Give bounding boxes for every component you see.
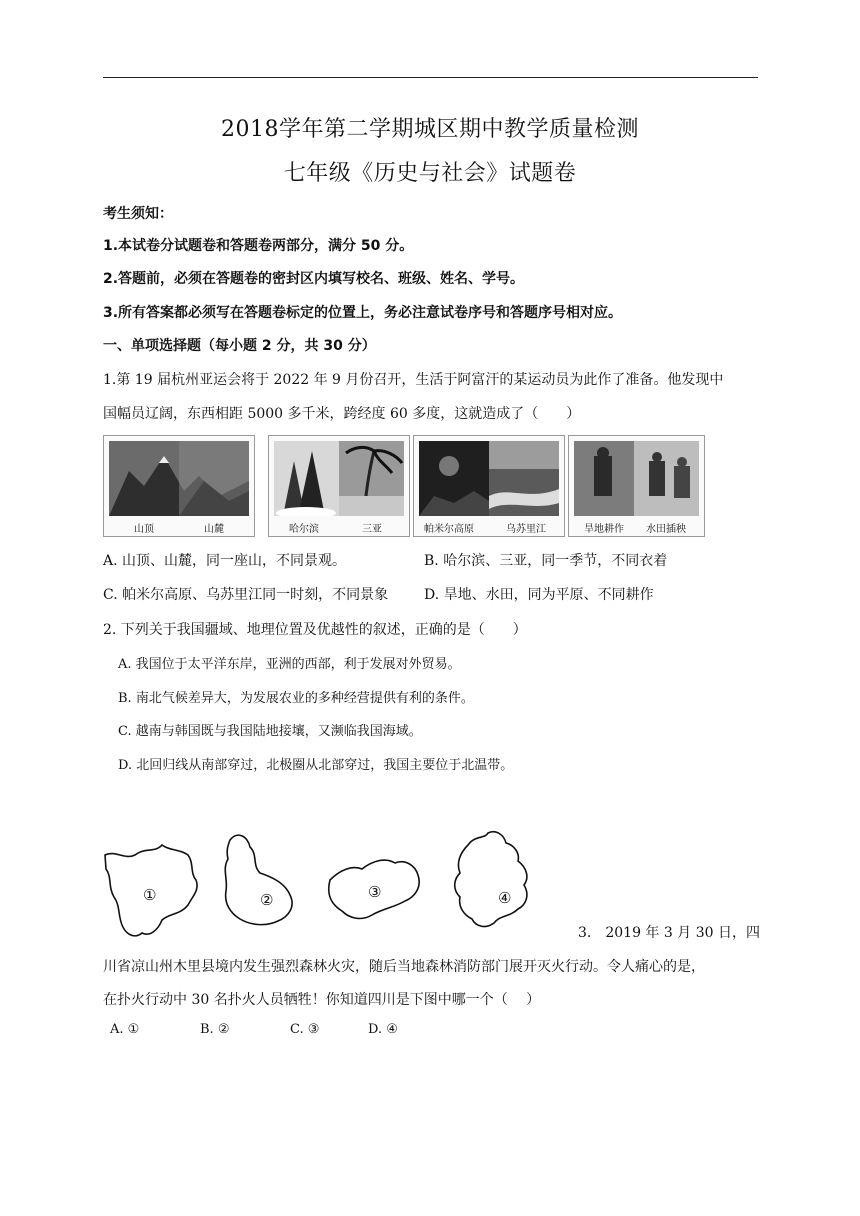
q3-stem-line2: 川省凉山州木里县境内发生强烈森林火灾，随后当地森林消防部门展开灭火行动。令人痛心的是，	[103, 959, 705, 975]
mountain-photo	[109, 441, 249, 516]
q3-stem-line3: 在扑火行动中 30 名扑火人员牺牲！你知道四川是下图中哪一个（ ）	[103, 992, 541, 1008]
photo-pair-farming	[568, 435, 705, 537]
city-photo	[274, 441, 404, 516]
q3-choice-b: B. ②	[200, 1022, 230, 1037]
photo-pair-city	[268, 435, 410, 537]
map-outline-4	[455, 832, 527, 927]
q3-choice-d: D. ④	[368, 1022, 398, 1037]
map-label-1: ①	[143, 886, 157, 904]
top-rule	[103, 77, 758, 78]
province-maps	[100, 825, 570, 950]
caption-harbin: 哈尔滨	[289, 524, 319, 535]
notice-item-2: 2.答题前，必须在答题卷的密封区内填写校名、班级、姓名、学号。	[103, 271, 525, 287]
exam-title-line1: 2018学年第二学期城区期中教学质量检测	[221, 117, 639, 142]
farming-photo	[574, 441, 699, 516]
photo-pair-mountain	[103, 435, 255, 537]
q2-option-d: D. 北回归线从南部穿过，北极圈从北部穿过，我国主要位于北温带。	[118, 758, 514, 773]
caption-dry-farming: 旱地耕作	[584, 524, 624, 535]
q2-option-b: B. 南北气候差异大，为发展农业的多种经营提供有利的条件。	[118, 691, 474, 706]
q1-stem-line1: 1.第 19 届杭州亚运会将于 2022 年 9 月份召开，生活于阿富汗的某运动员为此作了准备。他发现中	[103, 372, 724, 388]
q2-option-c: C. 越南与韩国既与我国陆地接壤，又濒临我国海域。	[118, 724, 422, 739]
notice-item-3: 3.所有答案都必须写在答题卷标定的位置上，务必注意试卷序号和答题序号相对应。	[103, 305, 623, 321]
map-label-3: ③	[368, 883, 382, 901]
notice-heading: 考生须知：	[103, 206, 173, 222]
caption-foothill: 山麓	[204, 524, 224, 535]
q1-option-d: D. 旱地、水田，同为平原、不同耕作	[424, 587, 654, 603]
caption-summit: 山顶	[134, 524, 154, 535]
q3-stem-line1: 3. 2019 年 3 月 30 日，四	[578, 925, 760, 941]
notice-item-1: 1.本试卷分试题卷和答题卷两部分，满分 50 分。	[103, 238, 414, 254]
q1-option-c: C. 帕米尔高原、乌苏里江同一时刻，不同景象	[103, 587, 389, 603]
q3-choice-c: C. ③	[290, 1022, 320, 1037]
caption-sanya: 三亚	[362, 524, 382, 535]
exam-title-line2: 七年级《历史与社会》试题卷	[283, 161, 577, 186]
q1-option-b: B. 哈尔滨、三亚，同一季节，不同衣着	[424, 553, 668, 569]
map-label-4: ④	[498, 889, 512, 907]
caption-wusuli: 乌苏里江	[506, 524, 546, 535]
q1-option-a: A. 山顶、山麓，同一座山，不同景观。	[103, 553, 347, 569]
q2-stem: 2. 下列关于我国疆域、地理位置及优越性的叙述，正确的是（ ）	[103, 622, 527, 638]
section-heading: 一、单项选择题（每小题 2 分，共 30 分）	[103, 338, 376, 354]
q1-stem-line2: 国幅员辽阔，东西相距 5000 多千米，跨经度 60 多度，这就造成了（ ）	[103, 406, 581, 422]
map-outline-2	[225, 835, 292, 924]
q3-choice-a: A. ①	[110, 1022, 140, 1037]
q1-photo-strip	[103, 435, 758, 535]
river-photo	[419, 441, 559, 516]
caption-pamir: 帕米尔高原	[424, 524, 474, 535]
map-label-2: ②	[260, 891, 274, 909]
photo-pair-river	[413, 435, 565, 537]
caption-paddy-planting: 水田插秧	[646, 524, 686, 535]
q2-option-a: A. 我国位于太平洋东岸，亚洲的西部，利于发展对外贸易。	[118, 657, 461, 672]
